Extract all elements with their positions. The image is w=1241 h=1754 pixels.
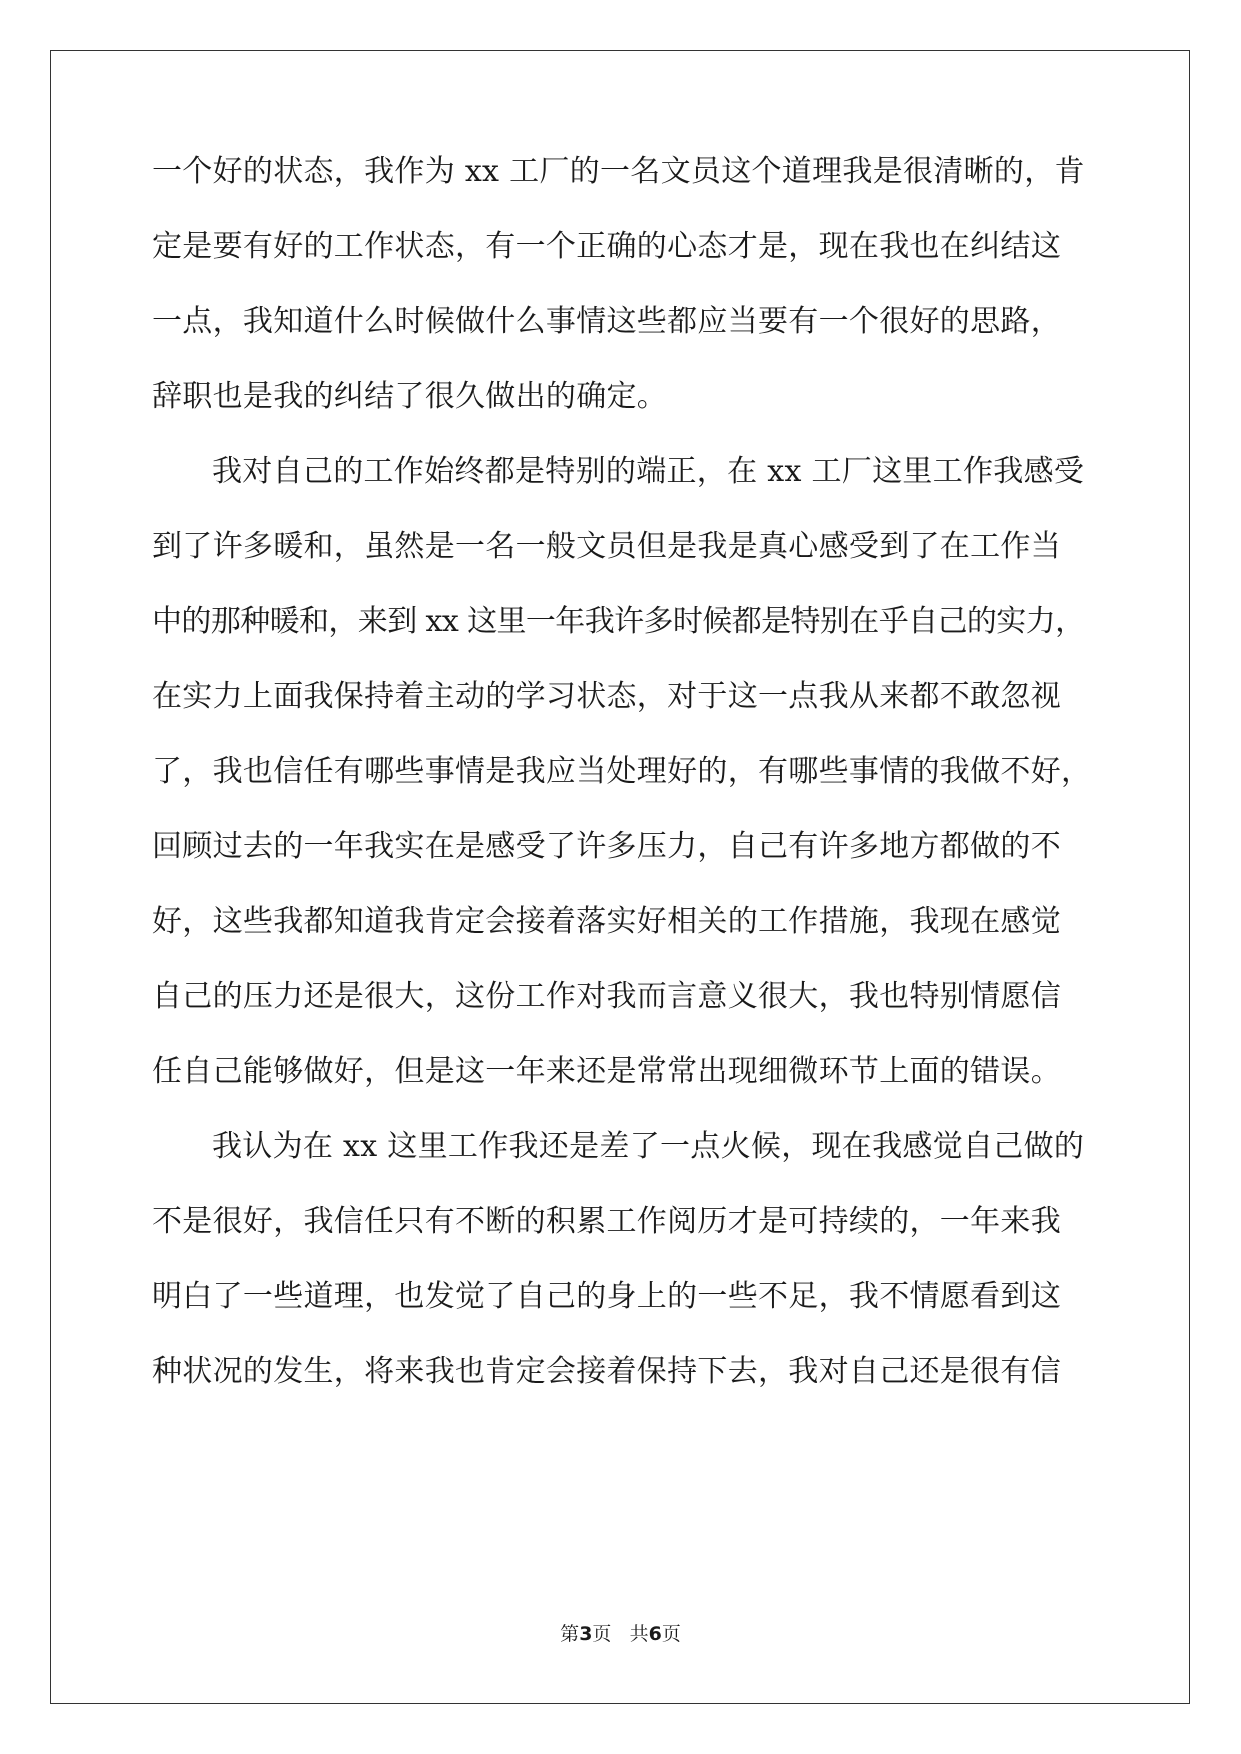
page-prefix: 第 <box>560 1623 580 1645</box>
text-line: 好，这些我都知道我肯定会接着落实好相关的工作措施，我现在感觉 <box>152 904 1061 939</box>
text-line: 回顾过去的一年我实在是感受了许多压力，自己有许多地方都做的不 <box>152 829 1061 864</box>
text-line: 了，我也信任有哪些事情是我应当处理好的，有哪些事情的我做不好， <box>152 754 1092 789</box>
total-suffix: 页 <box>661 1623 681 1645</box>
text-line: 自己的压力还是很大，这份工作对我而言意义很大，我也特别情愿信 <box>152 979 1061 1014</box>
text-line: 到了许多暖和，虽然是一名一般文员但是我是真心感受到了在工作当 <box>152 529 1061 564</box>
current-page-number: 3 <box>579 1623 593 1645</box>
text-line: 任自己能够做好，但是这一年来还是常常出现细微环节上面的错误。 <box>152 1054 1061 1089</box>
page-suffix: 页 <box>592 1623 612 1645</box>
text-line: 辞职也是我的纠结了很久做出的确定。 <box>152 379 668 414</box>
text-line: 在实力上面我保持着主动的学习状态，对于这一点我从来都不敢忽视 <box>152 679 1061 714</box>
text-line: 定是要有好的工作状态，有一个正确的心态才是，现在我也在纠结这 <box>152 229 1061 264</box>
text-line: 种状况的发生，将来我也肯定会接着保持下去，我对自己还是很有信 <box>152 1354 1061 1389</box>
page-footer <box>0 1622 1241 1646</box>
text-line: 一个好的状态，我作为 xx 工厂的一名文员这个道理我是很清晰的，肯 <box>152 154 1085 189</box>
text-line: 不是很好，我信任只有不断的积累工作阅历才是可持续的，一年来我 <box>152 1204 1061 1239</box>
page-border <box>50 50 1190 1704</box>
paragraph-start-line: 我对自己的工作始终都是特别的端正，在 xx 工厂这里工作我感受 <box>212 454 1085 489</box>
text-line: 一点，我知道什么时候做什么事情这些都应当要有一个很好的思路， <box>152 304 1061 339</box>
paragraph-start-line: 我认为在 xx 这里工作我还是差了一点火候，现在我感觉自己做的 <box>212 1129 1085 1164</box>
text-line: 明白了一些道理，也发觉了自己的身上的一些不足，我不情愿看到这 <box>152 1279 1061 1314</box>
total-page-number: 6 <box>648 1623 662 1645</box>
total-prefix: 共 <box>629 1623 649 1645</box>
text-line: 中的那种暖和，来到 xx 这里一年我许多时候都是特别在乎自己的实力， <box>152 604 1085 639</box>
